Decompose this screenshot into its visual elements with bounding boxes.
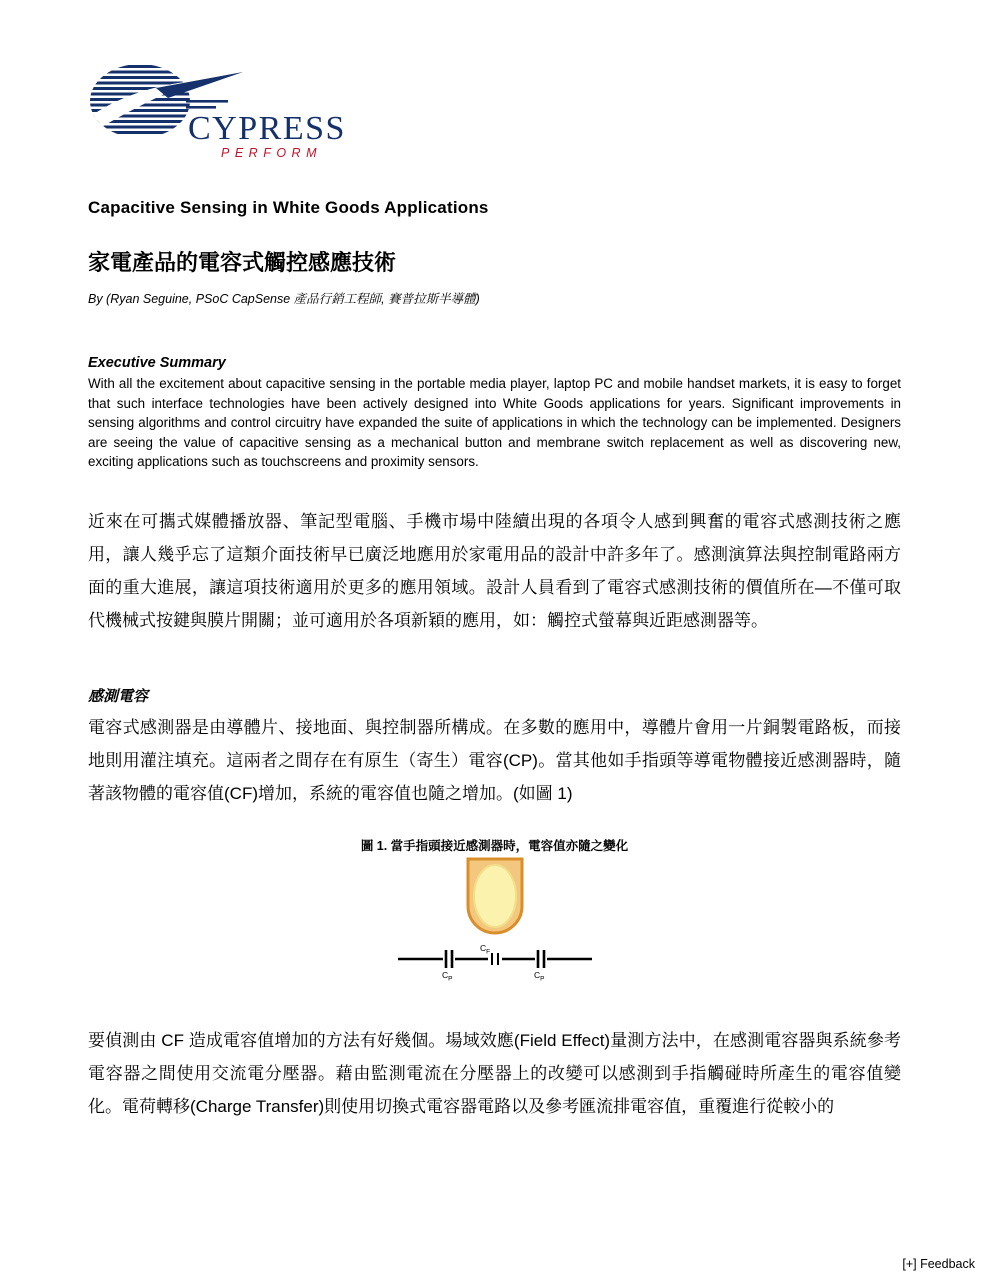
figure-1-caption: 圖 1. 當手指頭接近感測器時，電容值亦隨之變化 <box>360 838 629 853</box>
finger-icon <box>474 865 516 927</box>
page-title-chinese: 家電產品的電容式觸控感應技術 <box>88 250 397 275</box>
page-title-english: Capacitive Sensing in White Goods Applications <box>88 198 489 217</box>
figure-1-diagram <box>390 856 600 984</box>
cypress-logo-graphic <box>88 56 358 161</box>
figure-1 <box>88 856 901 984</box>
cypress-logo <box>88 56 358 166</box>
executive-summary-paragraph-en: With all the excitement about capacitive sensing in the portable media player, laptop PC and mobile handset markets, it is easy to forget that such interface technologies have been actively designed into White Goods applications for years. Significant improvements in sensing algorithms and control circuitry have expanded the suite of applications in which the technology can be implemented. Designers are seeing the value of capacitive sensing as a mechanical button and membrane switch replacement as well as discovering new, exciting applications such as touchscreens and proximity sensors. <box>88 376 901 470</box>
cypress-wordmark: CYPRESS <box>188 110 346 147</box>
cypress-globe-icon <box>88 65 192 134</box>
perform-tagline: PERFORM <box>221 146 322 160</box>
cp-left-label: $C_P$ <box>441 969 452 983</box>
detection-methods-paragraph: 要偵測由 CF 造成電容值增加的方法有好幾個。場域效應(Field Effect)量測方法中，在感測電容器與系統參考電容器之間使用交流電分壓器。藉由監測電流在分壓器上的改變可以感測到手指觸碰時所產生的電容值變化。電荷轉移(Charge Transfer)則使用切換式電容器電路以及參考匯流排電容值，重覆進行從較小的 <box>88 1030 901 1116</box>
capacitor-cf-center <box>492 953 498 965</box>
speed-line-2 <box>186 106 216 109</box>
capacitor-cp-right <box>538 950 544 968</box>
capacitor-cp-left <box>446 950 452 968</box>
executive-summary-heading: Executive Summary <box>88 355 226 371</box>
feedback-link[interactable]: [+] Feedback <box>902 1257 975 1271</box>
speed-line-1 <box>186 100 228 103</box>
executive-summary-paragraph-zh: 近來在可攜式媒體播放器、筆記型電腦、手機市場中陸續出現的各項令人感到興奮的電容式感測技術之應用，讓人幾乎忘了這類介面技術早已廣泛地應用於家電用品的設計中許多年了。感測演算法與控制電路兩方面的重大進展，讓這項技術適用於更多的應用領域。設計人員看到了電容式感測技術的價值所在—不僅可取代機械式按鍵與膜片開關；並可適用於各項新穎的應用，如：觸控式螢幕與近距感測器等。 <box>88 511 901 630</box>
cf-label: $C_F$ <box>479 942 490 956</box>
byline: By (Ryan Seguine, PSoC CapSense 產品行銷工程師, 賽普拉斯半導體) <box>88 292 480 306</box>
sensing-capacitance-heading: 感測電容 <box>88 687 149 705</box>
cp-right-label: $C_P$ <box>533 969 544 983</box>
sensing-capacitance-paragraph: 電容式感測器是由導體片、接地面、與控制器所構成。在多數的應用中，導體片會用一片銅製電路板，而接地則用灌注填充。這兩者之間存在有原生（寄生）電容(CP)。當其他如手指頭等導電物體接近感測器時，隨著該物體的電容值(CF)增加，系統的電容值也隨之增加。(如圖 1) <box>88 717 901 803</box>
